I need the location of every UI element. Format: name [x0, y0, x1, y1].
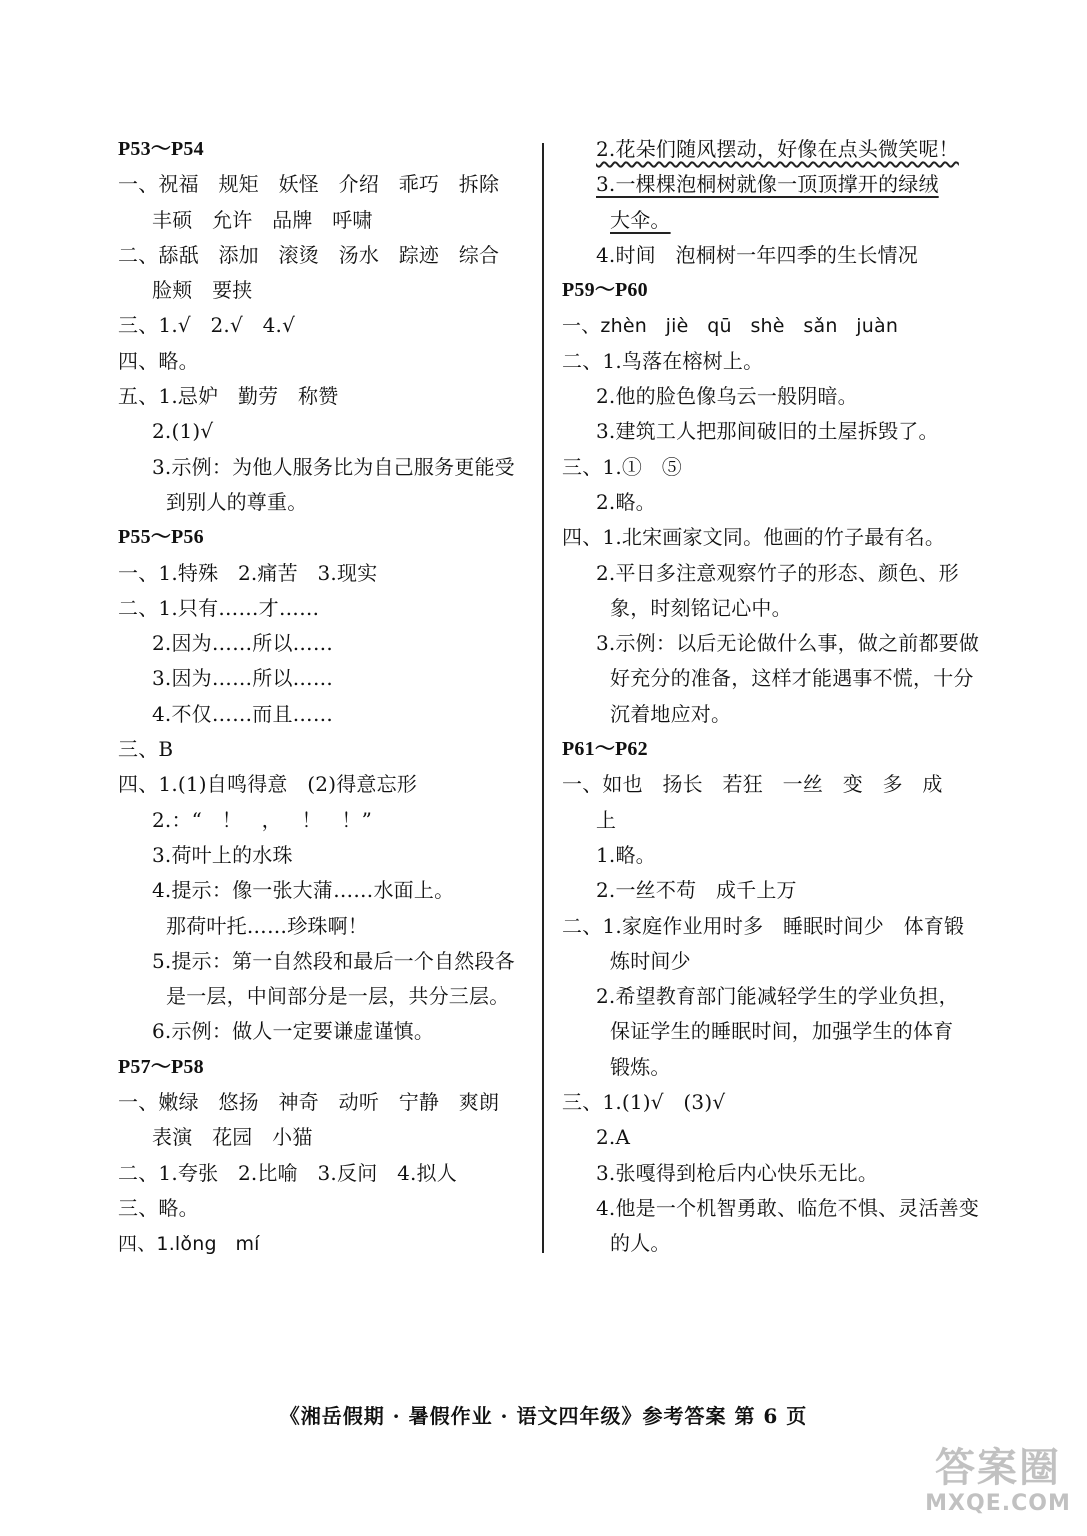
answer-line — [118, 979, 538, 1014]
answer-line — [118, 909, 538, 944]
answer-line — [562, 450, 982, 485]
answer-line — [118, 344, 538, 379]
answer-text: 一、嫩绿 悠扬 神奇 动听 宁静 爽朗 — [118, 1090, 500, 1115]
watermark-logo-text: 答案圈 — [935, 1445, 1061, 1491]
answer-line — [118, 485, 538, 520]
answer-line — [562, 1014, 982, 1049]
answer-line — [562, 873, 982, 908]
answer-text: 表演 花园 小猫 — [152, 1125, 313, 1150]
section-heading — [118, 520, 538, 555]
answer-line — [562, 1050, 982, 1085]
answer-text: 三、1.√ 2.√ 4.√ — [118, 313, 296, 338]
answer-line — [562, 556, 982, 591]
answer-text: 一、1.特殊 2.痛苦 3.现实 — [118, 560, 378, 585]
answer-text: 2.花朵们随风摆动，好像在点头微笑呢！ — [596, 137, 959, 161]
answer-line — [118, 1085, 538, 1120]
answer-text: 到别人的尊重。 — [166, 489, 308, 514]
answer-text: 二、1.鸟落在榕树上。 — [562, 348, 764, 373]
answer-text: 2.略。 — [596, 489, 656, 514]
answer-line — [118, 803, 538, 838]
answer-text: 2.希望教育部门能减轻学生的学业负担， — [596, 984, 959, 1009]
answer-line — [562, 485, 982, 520]
answer-text: 3.建筑工人把那间破旧的土屋拆毁了。 — [596, 419, 939, 444]
section-heading — [562, 273, 982, 308]
answer-line — [562, 1191, 982, 1226]
answer-text: 三、1.(1)√ (3)√ — [562, 1090, 726, 1115]
answer-line — [562, 661, 982, 696]
answer-line — [118, 697, 538, 732]
left-answer-column — [118, 132, 538, 1262]
answer-line — [118, 1014, 538, 1049]
answer-text: 2.一丝不苟 成千上万 — [596, 878, 797, 903]
answer-line — [118, 873, 538, 908]
section-heading-text: P53～P54 — [118, 138, 204, 160]
answer-text: 锻炼。 — [610, 1054, 671, 1079]
answer-text: 6.示例：做人一定要谦虚谨慎。 — [152, 1019, 435, 1044]
answer-text: 四、1.lǒng mí — [118, 1233, 260, 1256]
answer-text: 二、1.家庭作业用时多 睡眠时间少 体育锻 — [562, 913, 965, 938]
answer-text: 三、1.① ⑤ — [562, 454, 682, 479]
answer-line — [562, 344, 982, 379]
answer-text: 那荷叶托……珍珠啊！ — [166, 913, 368, 938]
answer-text: 一、如也 扬长 若狂 一丝 变 多 成 — [562, 772, 943, 797]
answer-text: 四、1.北宋画家文同。他画的竹子最有名。 — [562, 525, 946, 550]
answer-text: 2.因为……所以…… — [152, 631, 334, 656]
answer-line — [118, 626, 538, 661]
answer-line — [562, 803, 982, 838]
answer-text: 3.荷叶上的水珠 — [152, 842, 293, 867]
answer-line — [118, 556, 538, 591]
answer-text: 象，时刻铭记心中。 — [610, 595, 792, 620]
answer-text: 3.一棵棵泡桐树就像一顶顶撑开的绿绒 — [596, 172, 939, 197]
answer-line — [562, 838, 982, 873]
answer-text: 四、略。 — [118, 348, 199, 373]
answer-text: 三、略。 — [118, 1195, 199, 1220]
answer-line — [562, 308, 982, 343]
answer-text: 好充分的准备，这样才能遇事不慌，十分 — [610, 666, 974, 691]
answer-text: 三、B — [118, 737, 174, 762]
answer-line — [562, 167, 982, 202]
answer-text: 3.示例：为他人服务比为自己服务更能受 — [152, 454, 515, 479]
answer-text: 2.平日多注意观察竹子的形态、颜色、形 — [596, 560, 959, 585]
answer-line — [562, 1120, 982, 1155]
answer-line — [118, 944, 538, 979]
section-heading — [562, 732, 982, 767]
answer-line — [562, 1085, 982, 1120]
answer-text: 2.：“ ！ ， ！ ！” — [152, 807, 373, 832]
answer-line — [118, 1120, 538, 1155]
answer-line — [562, 520, 982, 555]
answer-line — [562, 591, 982, 626]
answer-text: 4.时间 泡桐树一年四季的生长情况 — [596, 242, 918, 267]
answer-line — [562, 132, 982, 167]
answer-text: 保证学生的睡眠时间，加强学生的体育 — [610, 1019, 954, 1044]
answer-line — [562, 379, 982, 414]
section-heading-text: P59～P60 — [562, 279, 648, 302]
section-heading-text: P55～P56 — [118, 526, 204, 549]
answer-line — [118, 767, 538, 802]
answer-text: 五、1.忌妒 勤劳 称赞 — [118, 384, 339, 409]
answer-text: 4.提示：像一张大蒲……水面上。 — [152, 878, 455, 903]
answer-line — [562, 203, 982, 238]
answer-line — [562, 909, 982, 944]
answer-text: 4.不仅……而且…… — [152, 701, 334, 726]
answer-line — [118, 167, 538, 202]
answer-line — [562, 414, 982, 449]
answer-text: 一、zhèn jiè qū shè sǎn juàn — [562, 315, 899, 338]
answer-text: 上 — [596, 807, 617, 832]
answer-line — [118, 838, 538, 873]
answer-text: 沉着地应对。 — [610, 701, 732, 726]
answer-text: 一、祝福 规矩 妖怪 介绍 乖巧 拆除 — [118, 172, 500, 197]
page-footer: 《湘岳假期 · 暑假作业 · 语文四年级》参考答案 第 6 页 — [279, 1404, 808, 1428]
answer-line — [118, 379, 538, 414]
answer-line — [118, 591, 538, 626]
answer-line — [118, 414, 538, 449]
answer-text: 四、1.(1)自鸣得意 (2)得意忘形 — [118, 772, 418, 797]
answer-text: 2.(1)√ — [152, 419, 214, 444]
column-divider — [542, 143, 544, 1253]
answer-line — [118, 203, 538, 238]
answer-text: 5.提示：第一自然段和最后一个自然段各 — [152, 948, 515, 973]
answer-line — [562, 697, 982, 732]
answer-text: 二、舔舐 添加 滚烫 汤水 踪迹 综合 — [118, 242, 500, 267]
right-answer-column — [562, 132, 982, 1262]
answer-line — [562, 238, 982, 273]
answer-line — [118, 450, 538, 485]
answer-text: 脸颊 要挟 — [152, 278, 253, 303]
answer-line — [118, 1156, 538, 1191]
answer-text: 3.示例：以后无论做什么事，做之前都要做 — [596, 631, 980, 656]
answer-text: 丰硕 允许 品牌 呼啸 — [152, 207, 373, 232]
answer-text: 是一层，中间部分是一层，共分三层。 — [166, 984, 510, 1009]
answer-text: 3.因为……所以…… — [152, 666, 334, 691]
answer-line — [118, 273, 538, 308]
answer-line — [118, 732, 538, 767]
answer-text: 1.略。 — [596, 842, 656, 867]
answer-line — [562, 767, 982, 802]
answer-text: 炼时间少 — [610, 948, 691, 973]
site-watermark — [923, 1444, 1073, 1524]
answer-text: 2.他的脸色像乌云一般阴暗。 — [596, 384, 858, 409]
section-heading-text: P57～P58 — [118, 1055, 204, 1078]
answer-text: 2.A — [596, 1125, 631, 1150]
answer-line — [118, 1226, 538, 1261]
answer-text: 大伞。 — [610, 207, 671, 232]
section-heading — [118, 1050, 538, 1085]
answer-text: 4.他是一个机智勇敢、临危不惧、灵活善变 — [596, 1195, 980, 1220]
section-heading — [118, 132, 538, 167]
answer-line — [562, 1156, 982, 1191]
section-heading-text: P61～P62 — [562, 738, 648, 761]
answer-line — [118, 1191, 538, 1226]
answer-text: 的人。 — [610, 1231, 671, 1256]
answer-line — [118, 661, 538, 696]
answer-line — [118, 238, 538, 273]
answer-line — [562, 979, 982, 1014]
answer-line — [562, 626, 982, 661]
answer-line — [562, 1226, 982, 1261]
answer-text: 二、1.夸张 2.比喻 3.反问 4.拟人 — [118, 1160, 457, 1185]
answer-line — [562, 944, 982, 979]
answer-text: 二、1.只有……才…… — [118, 595, 320, 620]
answer-text: 3.张嘎得到枪后内心快乐无比。 — [596, 1160, 879, 1185]
answer-line — [118, 308, 538, 343]
watermark-url: MXQE.COM — [925, 1491, 1071, 1516]
